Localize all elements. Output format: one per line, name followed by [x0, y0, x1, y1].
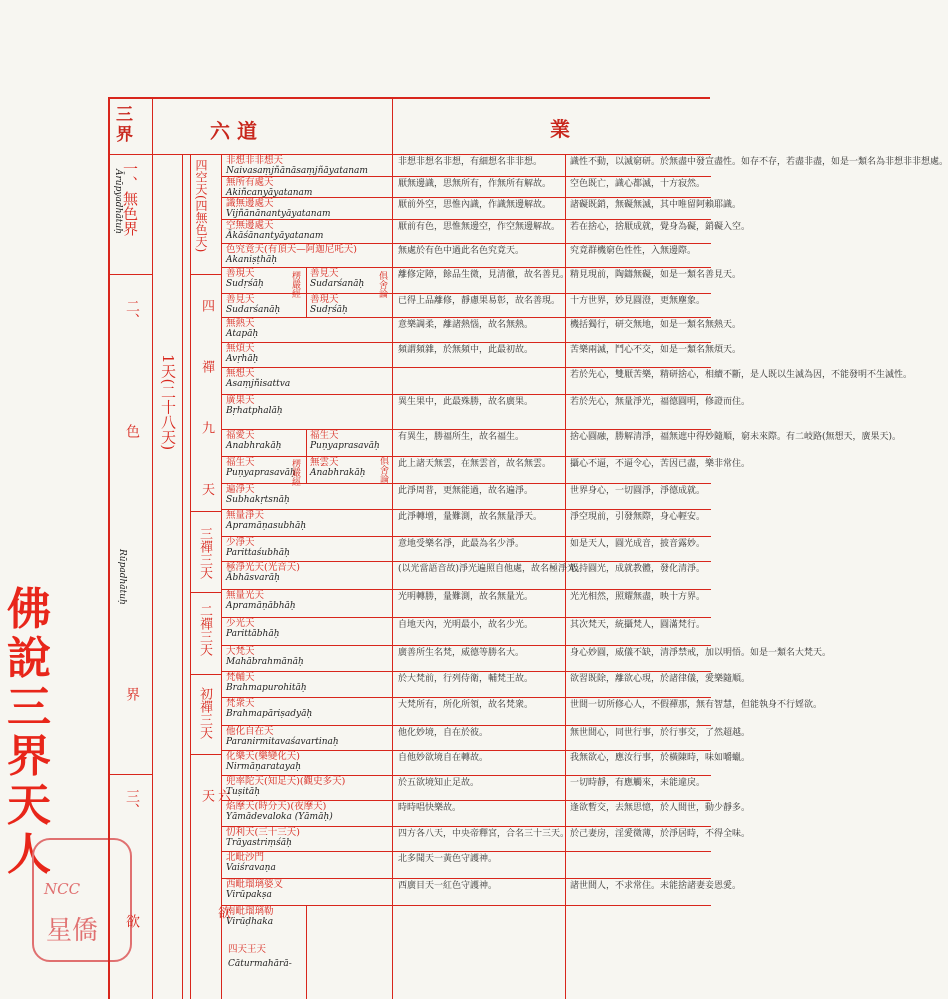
- heaven-desc: 淨空現前，引發無際，身心輕安。: [570, 512, 706, 522]
- title-char: 界: [7, 731, 51, 782]
- heaven-name: 少淨天: [226, 537, 255, 548]
- stamp-line2: 星僑: [46, 916, 99, 946]
- heaven-desc: 識性不動，以滅窮研。於無盡中發宣盡性。如存不存，若盡非盡，如是一類名為非想非非想處。: [570, 157, 948, 167]
- heaven-name: 空無邊處天: [226, 220, 274, 231]
- heaven-desc: 四方各八天，中央帝釋宮，合名三十三天。: [398, 829, 570, 839]
- heaven-name: 大梵天: [226, 646, 255, 657]
- row-divider: [221, 456, 711, 457]
- group-four-dhyana: 四 禪 九 天: [199, 299, 214, 518]
- group-formless: 四空天(四無色天): [194, 159, 208, 253]
- main-title: [4, 585, 54, 879]
- heaven-desc: 空色既亡，識心都滅，十方寂然。: [570, 179, 706, 189]
- heaven-desc: 厭無邊識，思無所有，作無所有解故。: [398, 179, 552, 189]
- heaven-sanskrit: Naivasaṃjñānāsaṃjñāyatanam: [226, 166, 368, 176]
- heaven-name: 色究竟天(有頂天—阿迦尼吒天): [226, 244, 357, 255]
- heaven-desc: 離修定障，餘品生微，見清徹，故名善見。: [398, 270, 570, 280]
- heaven-sanskrit: Akaniṣṭhāḥ: [226, 255, 278, 265]
- heaven-desc: 異生果中，此最殊勝，故名廣果。: [398, 397, 534, 407]
- heaven-desc: 自地天內，光明最小，故名少光。: [398, 620, 534, 630]
- heaven-desc: 北多聞天一黃色守護神。: [398, 854, 498, 864]
- row-divider: [221, 429, 711, 430]
- heaven-name: 廣果天: [226, 395, 255, 406]
- heaven-desc: 世間一切所修心人，不假禪那，無有智慧，但能執身不行婬欲。: [570, 700, 823, 710]
- heaven-desc: 我無欲心，應汝行事，於橫陳時，味如嚼蠟。: [570, 753, 751, 763]
- heaven-sanskrit: Cāturmahārā-: [228, 959, 292, 969]
- heaven-sanskrit: Asaṃjñisattva: [226, 379, 291, 389]
- header-karma: 業: [550, 117, 570, 141]
- heaven-desc: 逢欲暫交，去無思憶，於人間世，動少靜多。: [570, 803, 751, 813]
- heaven-desc: 諸世間人，不求常住。未能捨諸妻妾恩愛。: [570, 881, 742, 891]
- heaven-desc: 光光相然，照耀無盡，映十方界。: [570, 592, 706, 602]
- heaven-desc: 諸礙既銷，無礙無滅，其中唯留阿賴耶識。: [570, 200, 742, 210]
- heaven-desc: 此上諸天無雲，在無雲首，故名無雲。: [398, 459, 552, 469]
- realm-form-name2: 界: [124, 687, 140, 701]
- heaven-sanskrit: Bṛhatphalāḥ: [226, 406, 283, 416]
- heaven-sanskrit: Apramāṇābhāḥ: [226, 601, 296, 611]
- heaven-name: 梵衆天: [226, 698, 255, 709]
- heaven-sanskrit: Apramāṇasubhāḥ: [226, 521, 307, 531]
- heaven-desc: 一切時靜，有應觸來，未能違戾。: [570, 778, 706, 788]
- heaven-name: 無雲天: [310, 457, 339, 468]
- heaven-desc: 非想非想名非想，有細想名非非想。: [398, 157, 543, 167]
- heaven-desc: 西廣目天一紅色守護神。: [398, 881, 498, 891]
- heaven-name: 化樂天(樂變化天): [226, 751, 300, 762]
- heaven-desc: 自他妙欲境自在轉故。: [398, 753, 489, 763]
- three-realms-table: [108, 97, 948, 999]
- heaven-name: 福生天: [310, 430, 339, 441]
- heaven-desc: 意地受樂名淨，此最為名少淨。: [398, 539, 525, 549]
- heaven-sanskrit: Anabhrakāḥ: [310, 468, 366, 478]
- source-ref: 楞嚴經: [290, 271, 300, 298]
- heaven-name: 無量淨天: [226, 510, 265, 521]
- heaven-desc: 無處於有色中過此名色究竟天。: [398, 246, 525, 256]
- realm-desire-name: 欲: [124, 914, 140, 928]
- realm-form-name: 色: [124, 424, 140, 438]
- row-divider: [221, 267, 711, 268]
- heaven-sanskrit: Puṇyaprasavāḥ: [226, 468, 296, 478]
- heaven-desc: 厭前外空，思惟內識，作識無邊解故。: [398, 200, 552, 210]
- heaven-sanskrit: Anabhrakāḥ: [226, 441, 282, 451]
- heaven-name: 西毗瑠璃婆叉: [226, 879, 284, 890]
- realm-form-num: 二、: [124, 299, 140, 327]
- heaven-desc: 若於先心，無量淨光，福德圓明，修證而住。: [570, 397, 751, 407]
- heaven-desc: 頻謂頻雜，於無頻中，此最初故。: [398, 345, 534, 355]
- heaven-name: 善現天: [310, 294, 339, 305]
- heaven-desc: 身心妙圓，威儀不缺，清淨禁戒，加以明悟。如是一類名大梵天。: [570, 648, 832, 658]
- heaven-name: 善見天: [310, 268, 339, 279]
- heaven-desc: 十方世界，妙見圓澄，更無塵象。: [570, 296, 706, 306]
- heaven-name: 焰摩天(時分天)(夜摩天): [226, 801, 327, 812]
- heaven-desc: 於五欲境知止足故。: [398, 778, 480, 788]
- heaven-desc: 如是天人，圓光成音，披音露妙。: [570, 539, 706, 549]
- heaven-sanskrit: Sudarśanāḥ: [226, 305, 281, 315]
- heaven-sanskrit: Virūḍhaka: [226, 917, 274, 927]
- heaven-name: 無想天: [226, 368, 255, 379]
- heaven-sanskrit: Subhakṛtsnāḥ: [226, 495, 290, 505]
- heaven-name: 遍淨天: [226, 484, 255, 495]
- heaven-desc: 意樂調柔，離諸熱惱，故名無熱。: [398, 320, 534, 330]
- heaven-desc: 捨心圓融，勝解清淨，福無遮中得妙隨順，窮未來際。有二岐路(無想天，廣果天)。: [570, 432, 902, 442]
- heaven-desc: 厭前有色，思惟無邊空，作空無邊解故。: [398, 222, 561, 232]
- heaven-desc: 此淨轉增，量難測，故名無量淨天。: [398, 512, 543, 522]
- heaven-sanskrit: Nirmāṇaratayaḥ: [226, 762, 302, 772]
- heaven-name: 忉利天(三十三天): [226, 827, 300, 838]
- heaven-desc: 他化妙境，自在於彼。: [398, 728, 489, 738]
- heaven-desc: 有異生，勝福所生，故名福生。: [398, 432, 525, 442]
- heaven-sanskrit: Ābhāsvarāḥ: [226, 573, 280, 583]
- heaven-name: 善見天: [226, 294, 255, 305]
- heaven-sanskrit: Tuṣitāḥ: [226, 787, 261, 797]
- title-char: 佛: [7, 584, 51, 635]
- header-realms: 三界: [116, 105, 133, 145]
- group-second: 二禪三天: [197, 604, 212, 656]
- title-char: 人: [7, 829, 51, 880]
- source-ref: 楞嚴經: [290, 459, 300, 486]
- heaven-sanskrit: Paranirmitavaśavartinaḥ: [226, 737, 339, 747]
- heaven-sanskrit: Parittaśubhāḥ: [226, 548, 290, 558]
- title-char: 天: [7, 780, 51, 831]
- heaven-sanskrit: Vijñānānantyāyatanam: [226, 209, 331, 219]
- heaven-desc: 苦樂兩滅，鬥心不交，如是一類名無煩天。: [570, 345, 742, 355]
- heaven-desc: 欲習既除，離欲心現，於諸律儀，愛樂隨順。: [570, 674, 751, 684]
- heaven-desc: 若於先心，雙厭苦樂，精研捨心，相續不斷，是人既以生滅為因，不能發明不生滅性。: [570, 370, 913, 380]
- realm-formless: 一、無色界: [121, 161, 139, 236]
- heaven-desc: 光明轉勝，量難測，故名無量光。: [398, 592, 534, 602]
- source-ref: 俱舍論: [378, 456, 388, 483]
- heaven-name: 他化自在天: [226, 726, 274, 737]
- title-char: 三: [7, 682, 51, 733]
- heaven-sanskrit: Parittābhāḥ: [226, 629, 280, 639]
- heaven-sanskrit: Sudṛśāḥ: [310, 305, 348, 315]
- heaven-desc: 於己妻房，淫愛微薄，於淨居時，不得全味。: [570, 829, 751, 839]
- heaven-desc: 廣善所生名梵，威德等勝名大。: [398, 648, 525, 658]
- heaven-name: 北毗沙門: [226, 852, 265, 863]
- heaven-desc: 此淨周普，更無能過，故名遍淨。: [398, 486, 534, 496]
- heaven-sanskrit: Brahmapāriṣadyāḥ: [226, 709, 313, 719]
- realm-formless-en: Ārūpyadhātuḥ: [113, 169, 123, 234]
- heaven-sanskrit: Atapāḥ: [226, 329, 259, 339]
- heaven-sanskrit: Yāmādevaloka (Yāmāḥ): [226, 812, 333, 822]
- heaven-desc: 於大梵前，行列侍衛，輔梵王故。: [398, 674, 534, 684]
- heaven-desc: 時時唱快樂故。: [398, 803, 462, 813]
- heaven-desc: 大梵所有，所化所領，故名梵衆。: [398, 700, 534, 710]
- heaven-name: 南毗瑠璃勒: [226, 906, 274, 917]
- header-six-paths: 六 道: [210, 119, 257, 143]
- heaven-desc: 攝心不逼，不逼令心，苦因已盡，樂非常住。: [570, 459, 751, 469]
- heaven-desc: 無世間心，同世行事，於行事交，了然超越。: [570, 728, 751, 738]
- heaven-name: 無量光天: [226, 590, 265, 601]
- heaven-desc: 其次梵天，統攝梵人，圓滿梵行。: [570, 620, 706, 630]
- heaven-name: 善現天: [226, 268, 255, 279]
- source-ref: 俱舍論: [377, 271, 387, 298]
- realm-form-en: Rūpadhātuḥ: [117, 549, 127, 605]
- heaven-name: 無煩天: [226, 343, 255, 354]
- heaven-desc: 機括獨行，研交無地，如是一類名無熱天。: [570, 320, 742, 330]
- heaven-name: 兜率陀天(知足天)(觀史多天): [226, 776, 346, 787]
- heaven-sanskrit: Trāyastriṃśāḥ: [226, 838, 292, 848]
- stamp-line1: NCC: [44, 880, 81, 898]
- heaven-name: 無所有處天: [226, 177, 274, 188]
- heaven-sanskrit: Vaiśravaṇa: [226, 863, 276, 873]
- heaven-name: 識無邊處天: [226, 198, 274, 209]
- heaven-name: 無熱天: [226, 318, 255, 329]
- title-char: 說: [7, 633, 51, 684]
- heaven-sanskrit: Puṇyaprasavāḥ: [310, 441, 380, 451]
- group-first: 初禪三天: [197, 687, 212, 739]
- heaven-sanskrit: Mahābrahmānāḥ: [226, 657, 304, 667]
- group-third: 三禪三天: [197, 527, 212, 579]
- heaven-name: 四天王天: [228, 944, 267, 955]
- heaven-sanskrit: Sudṛśāḥ: [226, 279, 264, 289]
- group-desire: 六 欲 天: [199, 789, 230, 970]
- heaven-sanskrit: Brahmapurohitāḥ: [226, 683, 307, 693]
- heaven-sanskrit: Akiñcanyāyatanam: [226, 188, 313, 198]
- heaven-desc: 已得上品離修，靜慮果易彰，故名善現。: [398, 296, 561, 306]
- heaven-desc: 吸持圓光，成就教體，發化清淨。: [570, 564, 706, 574]
- heaven-sanskrit: Virūpakṣa: [226, 890, 272, 900]
- heaven-name: 極淨光天(光音天): [226, 562, 300, 573]
- heaven-name: 非想非非想天: [226, 155, 284, 166]
- heaven-desc: 若在捨心，捨厭成就，覺身為礙，銷礙入空。: [570, 222, 751, 232]
- heaven-name: 少光天: [226, 618, 255, 629]
- heaven-total: 1天(二十八天): [159, 354, 177, 451]
- heaven-desc: 精見現前，陶鑄無礙，如是一類名善見天。: [570, 270, 742, 280]
- heaven-desc: 世界身心，一切圓淨，淨德成就。: [570, 486, 706, 496]
- heaven-sanskrit: Sudarśanāḥ: [310, 279, 365, 289]
- heaven-sanskrit: Avṛhāḥ: [226, 354, 259, 364]
- heaven-sanskrit: Ākāśānantyāyatanam: [226, 231, 324, 241]
- realm-desire-num: 三、: [124, 789, 140, 817]
- heaven-name: 福生天: [226, 457, 255, 468]
- heaven-name: 梵輔天: [226, 672, 255, 683]
- heaven-name: 福愛天: [226, 430, 255, 441]
- heaven-desc: 究竟群機窮色性性，入無邊際。: [570, 246, 697, 256]
- heaven-desc: (以光當語音故)淨光遍照自他處，故名極淨光。: [398, 564, 586, 574]
